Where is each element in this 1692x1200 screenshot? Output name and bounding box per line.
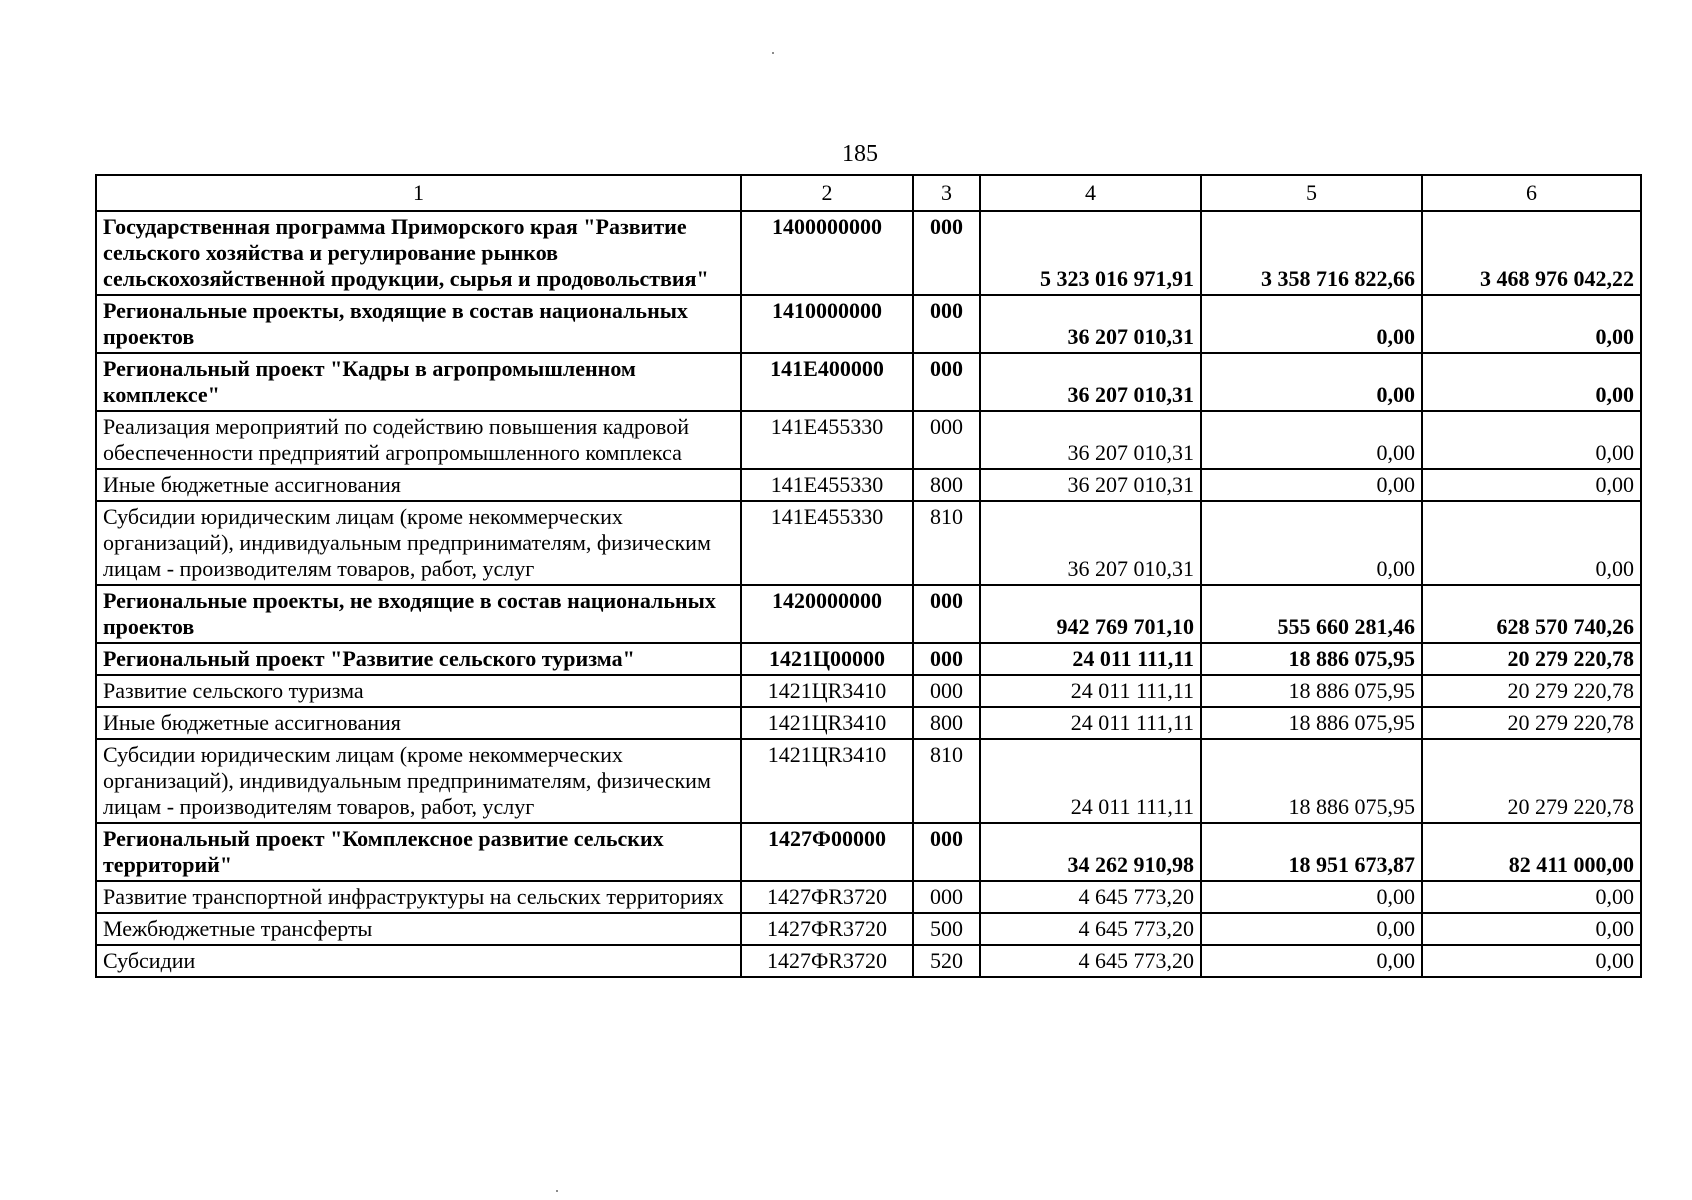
scan-speck: [772, 52, 774, 54]
amount-col5-cell: 0,00: [1201, 295, 1422, 353]
amount-col6-cell: 20 279 220,78: [1422, 739, 1641, 823]
amount-col5-cell: 18 951 673,87: [1201, 823, 1422, 881]
target-code-cell: 1427ФR3720: [741, 881, 913, 913]
table-row: [96, 823, 1641, 881]
expense-type-cell: 800: [913, 469, 980, 501]
amount-col4-cell: 24 011 111,11: [980, 675, 1201, 707]
expense-type-cell: 500: [913, 913, 980, 945]
column-header: 6: [1422, 175, 1641, 211]
amount-col6-cell: 0,00: [1422, 501, 1641, 585]
table-row: [96, 881, 1641, 913]
expense-type-cell: 000: [913, 211, 980, 295]
row-name-cell: Региональный проект "Комплексное развитие сельских территорий": [96, 823, 741, 881]
scan-speck: [556, 1190, 558, 1192]
row-name-cell: Реализация мероприятий по содействию повышения кадровой обеспеченности предприятий агропромышленного комплекса: [96, 411, 741, 469]
row-name-cell: Региональные проекты, не входящие в состав национальных проектов: [96, 585, 741, 643]
column-header: 1: [96, 175, 741, 211]
target-code-cell: 1427ФR3720: [741, 945, 913, 977]
amount-col6-cell: 0,00: [1422, 881, 1641, 913]
amount-col4-cell: 36 207 010,31: [980, 501, 1201, 585]
amount-col4-cell: 4 645 773,20: [980, 945, 1201, 977]
expense-type-cell: 000: [913, 295, 980, 353]
column-header: 2: [741, 175, 913, 211]
expense-type-cell: 000: [913, 643, 980, 675]
table-row: [96, 707, 1641, 739]
amount-col6-cell: 0,00: [1422, 945, 1641, 977]
amount-col5-cell: 18 886 075,95: [1201, 707, 1422, 739]
expense-type-cell: 800: [913, 707, 980, 739]
amount-col4-cell: 942 769 701,10: [980, 585, 1201, 643]
column-header: 5: [1201, 175, 1422, 211]
amount-col4-cell: 4 645 773,20: [980, 881, 1201, 913]
table-row: [96, 211, 1641, 295]
amount-col5-cell: 0,00: [1201, 501, 1422, 585]
row-name-cell: Субсидии: [96, 945, 741, 977]
amount-col5-cell: 0,00: [1201, 881, 1422, 913]
target-code-cell: 1421ЦR3410: [741, 675, 913, 707]
expense-type-cell: 000: [913, 411, 980, 469]
expense-type-cell: 000: [913, 353, 980, 411]
target-code-cell: 1420000000: [741, 585, 913, 643]
target-code-cell: 141E400000: [741, 353, 913, 411]
table-row: [96, 643, 1641, 675]
amount-col5-cell: 3 358 716 822,66: [1201, 211, 1422, 295]
row-name-cell: Иные бюджетные ассигнования: [96, 707, 741, 739]
amount-col4-cell: 4 645 773,20: [980, 913, 1201, 945]
expense-type-cell: 520: [913, 945, 980, 977]
table-row: [96, 353, 1641, 411]
table-row: [96, 913, 1641, 945]
amount-col6-cell: 0,00: [1422, 411, 1641, 469]
page-number: 185: [842, 141, 878, 167]
target-code-cell: 1400000000: [741, 211, 913, 295]
amount-col4-cell: 36 207 010,31: [980, 411, 1201, 469]
target-code-cell: 1427Ф00000: [741, 823, 913, 881]
expense-type-cell: 000: [913, 675, 980, 707]
row-name-cell: Иные бюджетные ассигнования: [96, 469, 741, 501]
table-row: [96, 585, 1641, 643]
table-row: [96, 411, 1641, 469]
table-row: [96, 945, 1641, 977]
amount-col6-cell: 3 468 976 042,22: [1422, 211, 1641, 295]
expense-type-cell: 000: [913, 585, 980, 643]
target-code-cell: 141E455330: [741, 411, 913, 469]
row-name-cell: Региональный проект "Кадры в агропромышленном комплексе": [96, 353, 741, 411]
row-name-cell: Развитие транспортной инфраструктуры на сельских территориях: [96, 881, 741, 913]
target-code-cell: 1421Ц00000: [741, 643, 913, 675]
row-name-cell: Региональный проект "Развитие сельского туризма": [96, 643, 741, 675]
row-name-cell: Государственная программа Приморского края "Развитие сельского хозяйства и регулирование рынков сельскохозяйственной продукции, сырья и продовольствия": [96, 211, 741, 295]
target-code-cell: 1410000000: [741, 295, 913, 353]
target-code-cell: 1421ЦR3410: [741, 707, 913, 739]
amount-col5-cell: 0,00: [1201, 469, 1422, 501]
amount-col5-cell: 18 886 075,95: [1201, 643, 1422, 675]
row-name-cell: Региональные проекты, входящие в состав национальных проектов: [96, 295, 741, 353]
row-name-cell: Развитие сельского туризма: [96, 675, 741, 707]
amount-col4-cell: 24 011 111,11: [980, 643, 1201, 675]
amount-col5-cell: 18 886 075,95: [1201, 675, 1422, 707]
target-code-cell: 141E455330: [741, 469, 913, 501]
table-row: [96, 739, 1641, 823]
amount-col6-cell: 20 279 220,78: [1422, 707, 1641, 739]
amount-col5-cell: 0,00: [1201, 945, 1422, 977]
amount-col5-cell: 0,00: [1201, 913, 1422, 945]
expense-type-cell: 000: [913, 881, 980, 913]
amount-col4-cell: 36 207 010,31: [980, 353, 1201, 411]
amount-col6-cell: 0,00: [1422, 913, 1641, 945]
table-row: [96, 295, 1641, 353]
column-header: 4: [980, 175, 1201, 211]
amount-col5-cell: 18 886 075,95: [1201, 739, 1422, 823]
table-row: [96, 675, 1641, 707]
target-code-cell: 1421ЦR3410: [741, 739, 913, 823]
amount-col4-cell: 5 323 016 971,91: [980, 211, 1201, 295]
row-name-cell: Субсидии юридическим лицам (кроме некоммерческих организаций), индивидуальным предпринимателям, физическим лицам - производителям товаров, работ, услуг: [96, 501, 741, 585]
expense-type-cell: 000: [913, 823, 980, 881]
amount-col4-cell: 34 262 910,98: [980, 823, 1201, 881]
amount-col6-cell: 20 279 220,78: [1422, 643, 1641, 675]
amount-col6-cell: 82 411 000,00: [1422, 823, 1641, 881]
table-row: [96, 469, 1641, 501]
amount-col4-cell: 36 207 010,31: [980, 469, 1201, 501]
expense-type-cell: 810: [913, 739, 980, 823]
target-code-cell: 141E455330: [741, 501, 913, 585]
expense-type-cell: 810: [913, 501, 980, 585]
amount-col6-cell: 628 570 740,26: [1422, 585, 1641, 643]
amount-col6-cell: 0,00: [1422, 353, 1641, 411]
amount-col6-cell: 0,00: [1422, 469, 1641, 501]
row-name-cell: Субсидии юридическим лицам (кроме некоммерческих организаций), индивидуальным предпринимателям, физическим лицам - производителям товаров, работ, услуг: [96, 739, 741, 823]
amount-col4-cell: 36 207 010,31: [980, 295, 1201, 353]
table-header-row: [96, 175, 1641, 211]
amount-col4-cell: 24 011 111,11: [980, 707, 1201, 739]
target-code-cell: 1427ФR3720: [741, 913, 913, 945]
row-name-cell: Межбюджетные трансферты: [96, 913, 741, 945]
amount-col5-cell: 0,00: [1201, 411, 1422, 469]
column-header: 3: [913, 175, 980, 211]
budget-table: [95, 174, 1642, 978]
table-row: [96, 501, 1641, 585]
amount-col6-cell: 20 279 220,78: [1422, 675, 1641, 707]
amount-col6-cell: 0,00: [1422, 295, 1641, 353]
amount-col4-cell: 24 011 111,11: [980, 739, 1201, 823]
amount-col5-cell: 0,00: [1201, 353, 1422, 411]
amount-col5-cell: 555 660 281,46: [1201, 585, 1422, 643]
